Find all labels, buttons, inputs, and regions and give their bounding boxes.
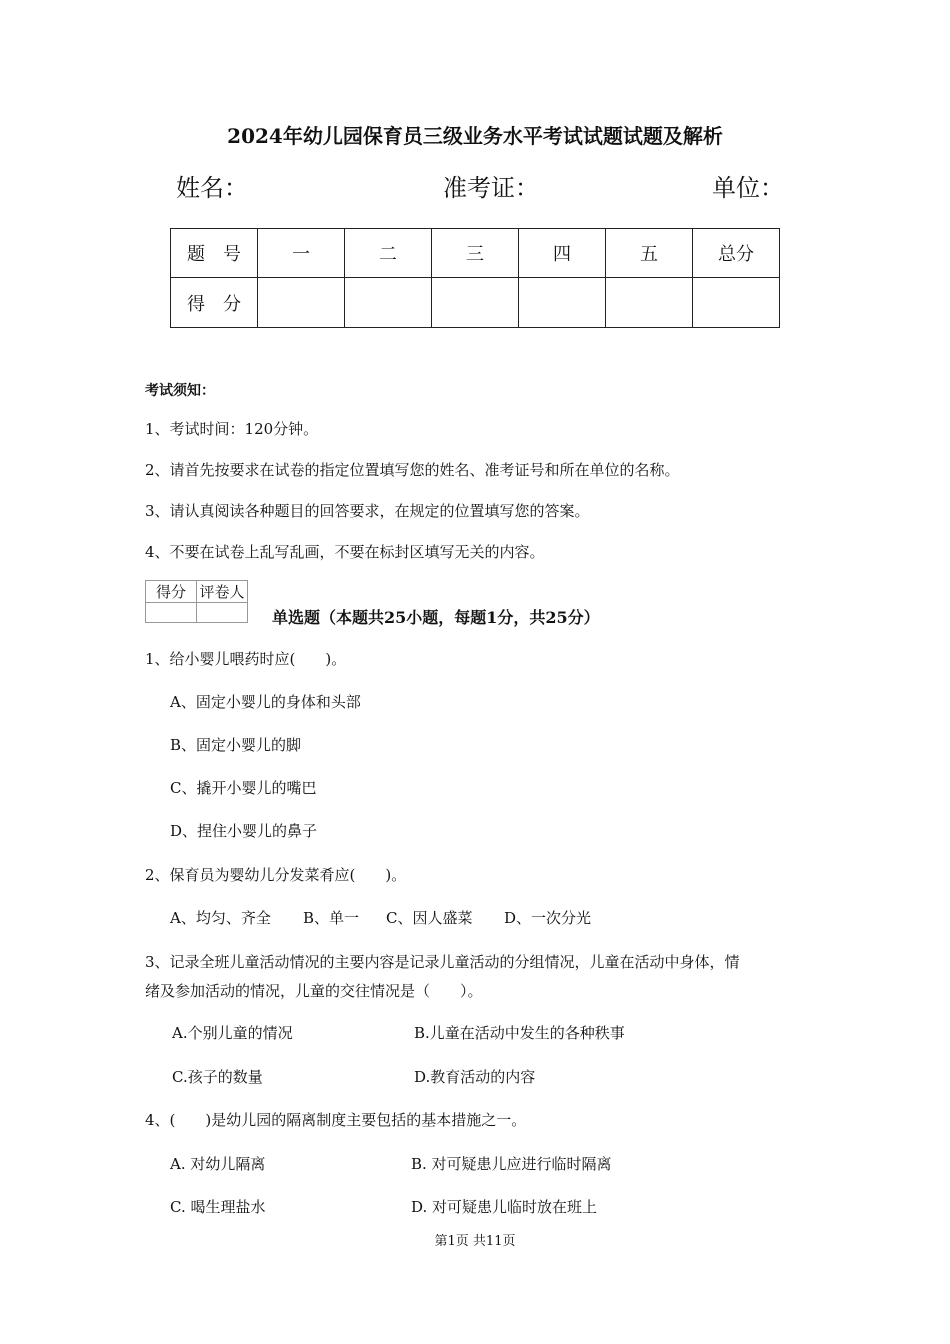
score-entry-cell: [345, 278, 432, 328]
grader-reviewer-cell: [197, 603, 248, 623]
question-option: C. 喝生理盐水: [170, 1198, 266, 1216]
question-option: D.教育活动的内容: [414, 1068, 536, 1086]
question-option: D、捏住小婴儿的鼻子: [170, 822, 318, 840]
question-option: C、撬开小婴儿的嘴巴: [170, 779, 317, 797]
question-stem: 1、给小婴儿喂药时应( )。: [145, 650, 347, 668]
question-option: C.孩子的数量: [172, 1068, 263, 1086]
score-entry-cell: [258, 278, 345, 328]
question-option: B. 对可疑患儿应进行临时隔离: [411, 1155, 612, 1173]
question-option: B、单一: [303, 909, 360, 927]
score-table-cell: 总分: [693, 229, 780, 278]
grader-box: [145, 580, 248, 623]
question-option: A. 对幼儿隔离: [170, 1155, 266, 1173]
question-stem: 绪及参加活动的情况，儿童的交往情况是（ ）。: [145, 982, 483, 1000]
notice-item: 2、请首先按要求在试卷的指定位置填写您的姓名、准考证号和所在单位的名称。: [145, 461, 680, 479]
question-stem: 3、记录全班儿童活动情况的主要内容是记录儿童活动的分组情况，儿童在活动中身体，情: [145, 953, 740, 971]
question-option: A.个别儿童的情况: [172, 1024, 293, 1042]
question-option: D. 对可疑患儿临时放在班上: [411, 1198, 598, 1216]
exam-id-field-label: 准考证：: [443, 174, 539, 202]
section-title: 单选题（本题共25小题，每题1分，共25分）: [272, 608, 600, 627]
notice-item: 1、考试时间：120分钟。: [145, 420, 319, 438]
question-stem: 4、( )是幼儿园的隔离制度主要包括的基本措施之一。: [145, 1111, 527, 1129]
score-entry-cell: [519, 278, 606, 328]
question-option: D、一次分光: [504, 909, 592, 927]
score-table-cell: 三: [432, 229, 519, 278]
question-option: C、因人盛菜: [386, 909, 473, 927]
score-table-cell: 四: [519, 229, 606, 278]
name-field-label: 姓名：: [176, 174, 248, 202]
grader-score-cell: [146, 603, 197, 623]
grader-reviewer-label: 评卷人: [197, 581, 248, 603]
score-table: [170, 228, 780, 328]
notice-heading: 考试须知：: [145, 383, 215, 399]
notice-item: 3、请认真阅读各种题目的回答要求，在规定的位置填写您的答案。: [145, 502, 590, 520]
score-table-cell: 得 分: [171, 278, 258, 328]
score-entry-cell: [693, 278, 780, 328]
score-table-cell: 五: [606, 229, 693, 278]
grader-score-label: 得分: [146, 581, 197, 603]
unit-field-label: 单位：: [712, 174, 784, 202]
score-entry-cell: [432, 278, 519, 328]
score-table-cell: 一: [258, 229, 345, 278]
question-option: A、固定小婴儿的身体和头部: [170, 693, 361, 711]
page-title: 2024年幼儿园保育员三级业务水平考试试题试题及解析: [227, 124, 723, 148]
score-table-cell: 题 号: [171, 229, 258, 278]
page-footer: 第1页 共11页: [434, 1234, 516, 1249]
score-entry-cell: [606, 278, 693, 328]
question-option: B、固定小婴儿的脚: [170, 736, 302, 754]
notice-item: 4、不要在试卷上乱写乱画，不要在标封区填写无关的内容。: [145, 543, 545, 561]
score-table-header-row: [171, 229, 780, 278]
question-option: B.儿童在活动中发生的各种秩事: [414, 1024, 625, 1042]
question-stem: 2、保育员为婴幼儿分发菜肴应( )。: [145, 866, 407, 884]
question-option: A、均匀、齐全: [170, 909, 271, 927]
score-table-cell: 二: [345, 229, 432, 278]
score-table-score-row: [171, 278, 780, 328]
